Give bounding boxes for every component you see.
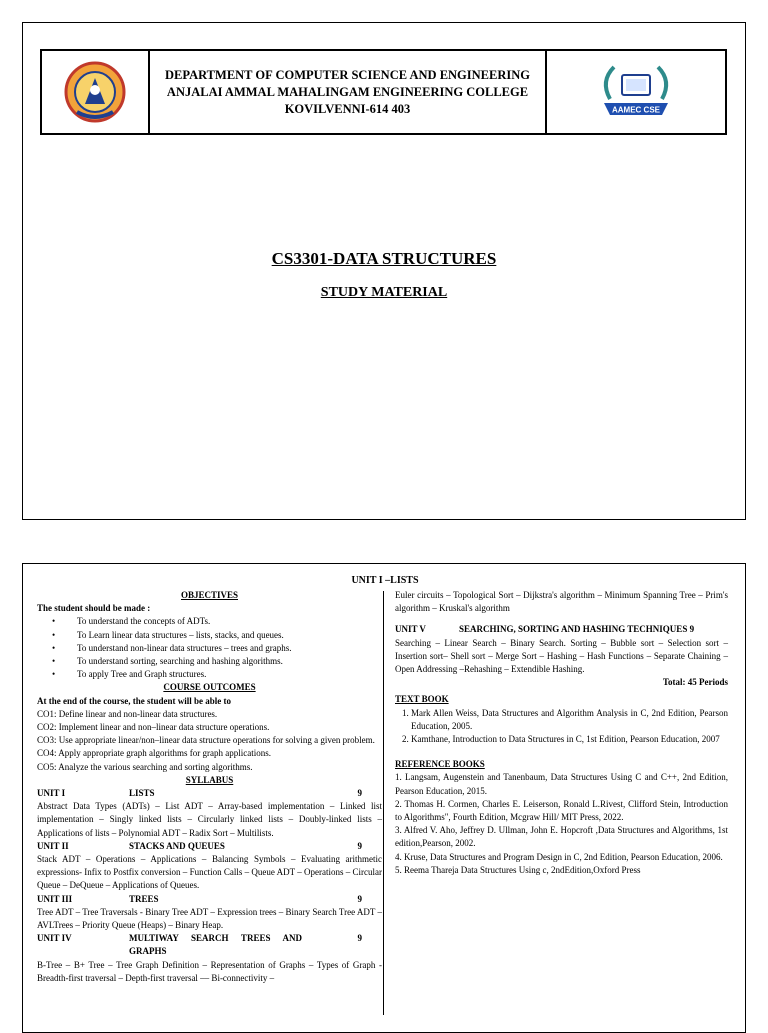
outcome-item: CO5: Analyze the various searching and sorting algorithms. (37, 761, 253, 772)
reference-item: 2. Thomas H. Cormen, Charles E. Leiserson, Ronald L.Rivest, Clifford Stein, Introduction to Algorithms", Fourth Edition, Mcgraw Hill/ MIT Press, 2022. (395, 798, 728, 823)
total-periods: Total: 45 Periods (662, 677, 728, 688)
unit-number: UNIT III (37, 893, 73, 904)
unit-row (37, 932, 382, 958)
college-header (40, 49, 727, 135)
unit-hours: 9 (357, 788, 362, 799)
unit-hours: 9 (357, 840, 362, 851)
unit-number: UNIT IV (37, 933, 72, 944)
right-column (395, 589, 728, 877)
textbook-list (395, 707, 728, 747)
unit-content: Stack ADT – Operations – Applications – Balancing Symbols – Evaluating arithmetic expressions- Infix to Postfix conversion – Function Calls – Queue ADT – Operations – Circular Queue – DeQueue – Applications of Queues. (37, 854, 382, 891)
unit-content: Tree ADT – Tree Traversals - Binary Tree ADT – Expression trees – Binary Search Tree ADT – AVLTrees – Priority Queue (Heaps) – Binary Heap. (37, 906, 382, 931)
unit-hours: 9 (357, 893, 362, 904)
reference-item: 4. Kruse, Data Structures and Program Design in C, 2nd Edition, Pearson Education, 2006. (395, 851, 723, 862)
cover-page (22, 22, 746, 520)
unit-name: SEARCHING, SORTING AND HASHING TECHNIQUES 9 (459, 624, 695, 635)
unit-hours: 9 (357, 933, 362, 944)
college-address: KOVILVENNI-614 403 (284, 101, 411, 116)
unit-content: Searching – Linear Search – Binary Search. Sorting – Bubble sort – Selection sort – Insertion sort– Shell sort – Merge Sort – Hashing – Hash Functions – Separate Chaining – Open Addressing –Rehashing – Extendible Hashing. (395, 637, 728, 675)
college-name: ANJALAI AMMAL MAHALINGAM ENGINEERING COLLEGE (166, 84, 529, 99)
reference-item: 1. Langsam, Augenstein and Tanenbaum, Data Structures Using C and C++, 2nd Edition, Pearson Education, 2015. (395, 772, 728, 796)
list-item: • To Learn linear data structures – lists, stacks, and queues. (77, 629, 382, 642)
list-item: • To apply Tree and Graph structures. (77, 668, 382, 681)
unit-row (395, 623, 728, 636)
unit-number: UNIT II (37, 840, 69, 851)
list-item: • To understand non-linear data structures – trees and graphs. (77, 642, 382, 655)
unit-number: UNIT I (37, 788, 66, 799)
list-item: • To understand the concepts of ADTs. (77, 615, 382, 628)
header-text (150, 51, 547, 133)
study-material-title: STUDY MATERIAL (320, 285, 448, 300)
objectives-intro: The student should be made : (37, 603, 151, 614)
college-emblem-icon (63, 60, 127, 124)
outcomes-title: COURSE OUTCOMES (163, 682, 256, 693)
unit-row (37, 840, 382, 853)
course-title: CS3301-DATA STRUCTURES (271, 249, 497, 268)
right-logo-cell (547, 51, 725, 133)
unit-content: B-Tree – B+ Tree – Tree Graph Definition – Representation of Graphs – Types of Graph - Breadth-first traversal – Depth-first traversal –– Bi-connectivity – (37, 959, 382, 983)
unit-content: Euler circuits – Topological Sort – Dijkstra's algorithm – Minimum Spanning Tree – Prim's algorithm – Kruskal's algorithm (395, 590, 728, 614)
unit-name: STACKS AND QUEUES (129, 840, 225, 851)
unit-content: Abstract Data Types (ADTs) – List ADT – Array-based implementation – Linked list implementation – Singly linked lists – Circularly linked lists – Doubly-linked lists – Applications of lists – Polynomial ADT – Radix Sort – Multilists. (37, 801, 382, 838)
unit-name: MULTIWAY SEARCH TREES AND GRAPHS (129, 933, 302, 957)
syllabus-page (22, 563, 746, 1033)
unit-row (37, 787, 382, 800)
outcome-item: CO4: Apply appropriate graph algorithms for graph applications. (37, 748, 271, 759)
unit-number: UNIT V (395, 624, 426, 635)
unit-name: LISTS (129, 788, 155, 799)
outcome-item: CO3: Use appropriate linear/non–linear data structure operations for solving a given problem. (37, 735, 375, 746)
list-item: 2. Kamthane, Introduction to Data Structures in C, 1st Edition, Pearson Education, 2007 (411, 733, 728, 746)
reference-item: 3. Alfred V. Aho, Jeffrey D. Ullman, John E. Hopcroft ,Data Structures and Algorithms, 1st edition,Pearson, 2002. (395, 825, 728, 849)
aamec-cse-logo-text: AAMEC CSE (611, 105, 661, 115)
objectives-title: OBJECTIVES (180, 590, 239, 600)
outcome-item: CO1: Define linear and non-linear data structures. (37, 708, 218, 719)
reference-title: REFERENCE BOOKS (395, 759, 485, 770)
unit-row (37, 893, 382, 906)
outcomes-intro: At the end of the course, the student will be able to (37, 695, 231, 706)
unit-name: TREES (129, 893, 159, 904)
objectives-list (37, 615, 382, 681)
list-item: 1. Mark Allen Weiss, Data Structures and Algorithm Analysis in C, 2nd Edition, Pearson Education, 2005. (411, 707, 728, 733)
outcome-item: CO2: Implement linear and non–linear data structure operations. (37, 722, 270, 733)
column-divider (383, 591, 384, 1015)
unit-heading: UNIT I –LISTS (351, 575, 419, 586)
left-column (37, 589, 382, 985)
reference-item: 5. Reema Thareja Data Structures Using c, 2ndEdition,Oxford Press (395, 864, 641, 875)
textbook-title: TEXT BOOK (395, 694, 449, 705)
aamec-cse-logo-icon (574, 59, 698, 125)
left-logo-cell (42, 51, 150, 133)
list-item: • To understand sorting, searching and hashing algorithms. (77, 655, 382, 668)
department-name: DEPARTMENT OF COMPUTER SCIENCE AND ENGINEERING (165, 67, 530, 82)
syllabus-title: SYLLABUS (185, 774, 234, 785)
